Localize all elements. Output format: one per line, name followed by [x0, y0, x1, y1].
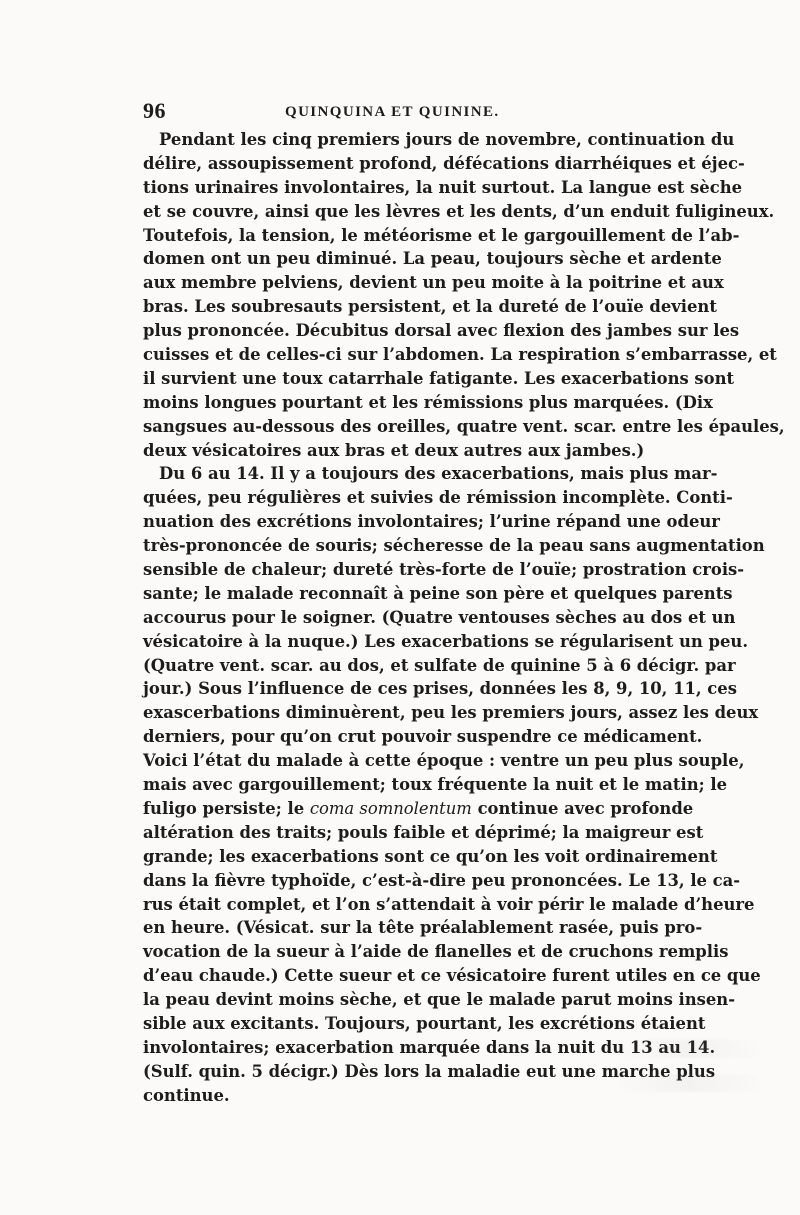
running-title: QUINQUINA ET QUININE.	[285, 104, 500, 120]
text-line: (Sulf. quin. 5 décigr.) Dès lors la maladie eut une marche plus	[143, 1061, 716, 1081]
bleed-through-smudge	[614, 1040, 764, 1058]
text-line: nuation des excrétions involontaires; l’urine répand une odeur	[143, 512, 720, 532]
text-line: (Quatre vent. scar. au dos, et sulfate de quinine 5 à 6 décigr. par	[143, 655, 736, 675]
text-line: quées, peu régulières et suivies de rémission incomplète. Conti-	[143, 488, 733, 508]
body-text	[143, 128, 785, 1108]
text-line: Voici l’état du malade à cette époque : ventre un peu plus souple,	[143, 751, 745, 771]
text-line: mais avec gargouillement; toux fréquente la nuit et le matin; le	[143, 775, 728, 795]
text-line: Du 6 au 14. Il y a toujours des exacerbations, mais plus mar-	[159, 464, 718, 484]
text-segment: fuligo persiste; le	[143, 798, 310, 818]
text-line: Pendant les cinq premiers jours de novembre, continuation du	[159, 130, 735, 149]
text-line: tions urinaires involontaires, la nuit surtout. La langue est sèche	[143, 177, 743, 197]
paragraph-2	[143, 462, 765, 1107]
text-line: dans la fièvre typhoïde, c’est-à-dire peu prononcées. Le 13, le ca-	[143, 870, 741, 890]
text-line: exascerbations diminuèrent, peu les premiers jours, assez les deux	[143, 703, 759, 723]
text-line: domen ont un peu diminué. La peau, toujours sèche et ardente	[143, 249, 722, 269]
text-line: bras. Les soubresauts persistent, et la dureté de l’ouïe devient	[143, 297, 717, 317]
text-line: la peau devint moins sèche, et que le malade parut moins insen-	[143, 990, 736, 1010]
text-line: aux membre pelviens, devient un peu moite à la poitrine et aux	[143, 273, 724, 293]
text-line: sante; le malade reconnaît à peine son père et quelques parents	[143, 583, 733, 603]
text-line-with-italic	[143, 797, 694, 821]
text-line: jour.) Sous l’influence de ces prises, données les 8, 9, 10, 11, ces	[143, 679, 737, 699]
text-line: sangsues au-dessous des oreilles, quatre vent. scar. entre les épaules,	[143, 416, 785, 436]
text-line: sible aux excitants. Toujours, pourtant, les excrétions étaient	[143, 1013, 706, 1033]
text-line: sensible de chaleur; dureté très-forte de l’ouïe; prostration crois-	[143, 560, 745, 580]
text-line: cuisses et de celles-ci sur l’abdomen. La respiration s’embarrasse, et	[143, 345, 777, 365]
page-header	[143, 98, 673, 128]
text-line: et se couvre, ainsi que les lèvres et les dents, d’un enduit fuligineux.	[143, 201, 775, 221]
text-line: d’eau chaude.) Cette sueur et ce vésicatoire furent utiles en ce que	[143, 966, 761, 986]
text-line: plus prononcée. Décubitus dorsal avec flexion des jambes sur les	[143, 321, 740, 341]
text-line: continue.	[143, 1085, 230, 1105]
text-line: grande; les exacerbations sont ce qu’on les voit ordinairement	[143, 846, 718, 866]
text-line: délire, assoupissement profond, défécations diarrhéiques et éjec-	[143, 153, 745, 173]
text-line: vésicatoire à la nuque.) Les exacerbations se régularisent un peu.	[143, 631, 749, 651]
paragraph-1	[143, 128, 785, 462]
text-line: involontaires; exacerbation marquée dans la nuit du 13 au 14.	[143, 1037, 716, 1057]
text-line: vocation de la sueur à l’aide de flanelles et de cruchons remplis	[143, 942, 729, 962]
text-line: moins longues pourtant et les rémissions plus marquées. (Dix	[143, 392, 713, 412]
text-line: Toutefois, la tension, le météorisme et le gargouillement de l’ab-	[143, 225, 740, 245]
text-line: il survient une toux catarrhale fatigante. Les exacerbations sont	[143, 368, 735, 388]
text-line: très-prononcée de souris; sécheresse de la peau sans augmentation	[143, 536, 765, 556]
text-line: altération des traits; pouls faible et déprimé; la maigreur est	[143, 822, 704, 842]
text-line: deux vésicatoires aux bras et deux autres aux jambes.)	[143, 440, 645, 460]
bleed-through-smudge	[614, 1074, 764, 1092]
text-line: derniers, pour qu’on crut pouvoir suspendre ce médicament.	[143, 727, 703, 747]
text-segment: continue avec profonde	[471, 798, 694, 818]
text-line: rus était complet, et l’on s’attendait à voir périr le malade d’heure	[143, 894, 755, 914]
text-line: en heure. (Vésicat. sur la tête préalablement rasée, puis pro-	[143, 918, 703, 938]
book-page	[143, 98, 785, 1108]
italic-phrase: coma somnolentum	[309, 798, 472, 818]
page-number: 96	[143, 98, 166, 123]
text-line: accourus pour le soigner. (Quatre ventouses sèches au dos et un	[143, 607, 736, 627]
